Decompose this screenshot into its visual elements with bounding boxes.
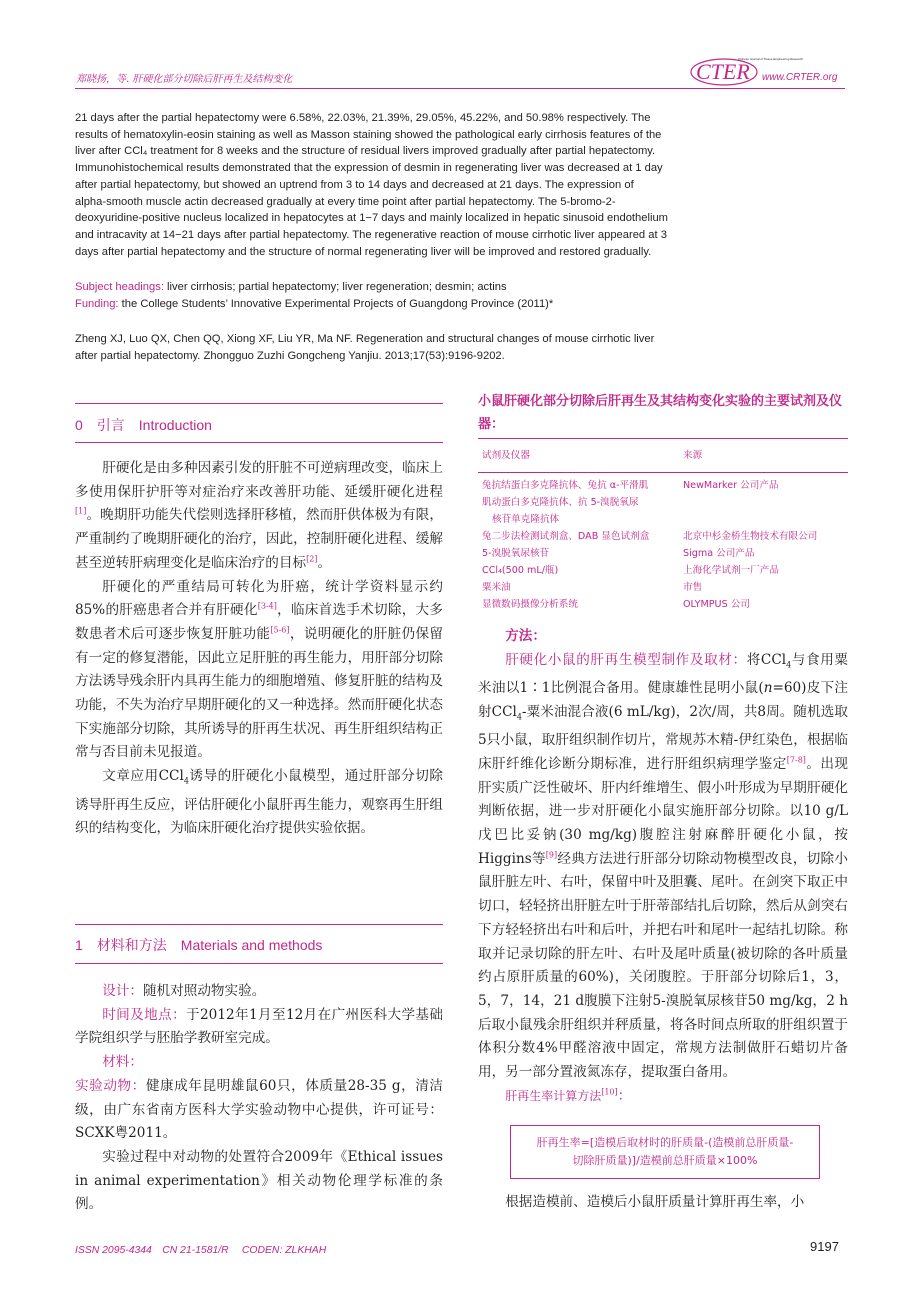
- table-cell-reagent: 粟米油: [482, 582, 511, 593]
- methods-rule-bottom: [75, 963, 443, 964]
- abstract-line: 21 days after the partial hepatectomy were 6.58%, 22.03%, 21.39%, 29.05%, 45.22%, and 50.98% respectively. The: [75, 112, 651, 124]
- reference[interactable]: [3-4]: [257, 601, 277, 611]
- regeneration-rate-formula: [510, 1125, 820, 1179]
- abstract-line: after partial hepatectomy, but showed an uptrend from 3 to 14 days and decreased at 21 days. The expression of: [75, 178, 634, 191]
- intro-paragraph: 肝硬化的严重结局可转化为肝癌，统计学资料显示约85%的肝癌患者合并有肝硬化[3-4]，临床首选手术切除，大多数患者术后可逐步恢复肝脏功能[5-6]，说明硬化的肝脏仍保留有一定的修复潜能，因此立足肝脏的再生能力，用肝部分切除方法诱导残余肝内具再生能力的细胞增殖、修复肝脏的结构及功能，不失为治疗早期肝硬化的又一种选择。然而肝硬化状态下实施部分切除，其所诱导的肝再生状况、再生肝组织结构正常与否目前未见报道。: [75, 578, 444, 761]
- design-label: 设计：: [102, 983, 143, 999]
- table-cell-source: 北京中杉金桥生物技术有限公司: [683, 531, 818, 542]
- methods-rule-top: [75, 924, 443, 925]
- formula-line: 切除肝质量)]/造模前总肝质量×100%: [572, 1154, 758, 1167]
- table-top-rule: [478, 438, 848, 439]
- time-label: 时间及地点：: [102, 1006, 187, 1023]
- methods-body: [75, 980, 443, 1217]
- table-cell-reagent: 肌动蛋白多克隆抗体、抗 5-溴脱氧尿: [482, 497, 639, 508]
- running-title: 郑晓扬，等. 肝硬化部分切除后肝再生及结构变化: [76, 74, 293, 85]
- logo-text: CTER: [696, 59, 750, 84]
- reference[interactable]: [7-8]: [786, 755, 806, 765]
- procedure-body: [478, 625, 848, 1109]
- ethics-paragraph: 实验过程中对动物的处置符合2009年《Ethical issues in animal experimentation》相关动物伦理学标准的条例。: [75, 1148, 443, 1213]
- abstract-line: deoxyuridine-positive nucleus localized in hepatocytes at 1−7 days and mainly localized in hepatic sinusoid endothelium: [75, 212, 668, 225]
- table-cell-source: Sigma 公司产品: [683, 548, 755, 559]
- table-cell-reagent: 兔二步法检测试剂盒、DAB 显色试剂盒: [482, 531, 650, 542]
- model-paragraph: 肝硬化小鼠的肝再生模型制作及取材：将CCl$_4$与食用粟米油以1∶1比例混合备用。健康雄性昆明小鼠(n=60)皮下注射CCl$_4$-粟米油混合液(6 mL/kg)，2次/周，共8周。随机选取5只小鼠，取肝组织制作切片，常规苏木精-伊红染色，根据临床肝纤维化诊断分期标准，进行肝组织病理学鉴定[7-8]。出现肝实质广泛性破坏、肝内纤维增生、假小叶形成为早期肝硬化判断依据，进一步对肝硬化小鼠实施肝部分切除。以10 g/L戊巴比妥钠(30 mg/kg)腹腔注射麻醉肝硬化小鼠，按Higgins等[9]经典方法进行肝部分切除动物模型改良，切除小鼠肝脏左叶、右叶，保留中叶及胆囊、尾叶。在剑突下取正中切口，轻轻挤出肝脏左叶于肝蒂部结扎后切除，然后从剑突右下方轻轻挤出右叶和后叶，并把右叶和尾叶一起结扎切除。称取并记录切除的肝左叶、右叶及尾叶质量(被切除的各叶质量约占原肝质量的60%)，关闭腹腔。于肝部分切除后1，3，5，7，14，21 d腹膜下注射5-溴脱氧尿核苷50 mg/kg，2 h后取小鼠残余肝组织并秤质量，将各时间点所取的肝组织置于体积分数4%甲醛溶液中固定，常规方法制做肝石蜡切片备用，另一部分置液氮冻存，提取蛋白备用。: [478, 651, 849, 1081]
- animals-paragraph: 实验动物：健康成年昆明雄鼠60只，体质量28-35 g，清洁级，由广东省南方医科大学实验动物中心提供，许可证号：SCXK粤2011。: [75, 1077, 444, 1142]
- intro-rule-top: [75, 403, 443, 404]
- design-paragraph: 设计：随机对照动物实验。: [102, 983, 266, 999]
- animals-label: 实验动物：: [75, 1077, 146, 1094]
- table-cell-source: 上海化学试剂一厂产品: [683, 565, 779, 576]
- subject-headings-label: Subject headings:: [75, 281, 164, 293]
- funding-label: Funding:: [75, 298, 119, 310]
- subject-headings: liver cirrhosis; partial hepatectomy; liver regeneration; desmin; actins: [163, 281, 507, 293]
- table-header-rule: [478, 472, 848, 473]
- table-cell-source: NewMarker 公司产品: [683, 480, 779, 491]
- journal-url[interactable]: www.CRTER.org: [762, 72, 838, 83]
- intro-body: [75, 457, 443, 841]
- reference[interactable]: [5-6]: [270, 625, 290, 635]
- rate-paragraph: 肝再生率计算方法[10]：: [505, 1087, 632, 1104]
- citation-line: Zheng XJ, Luo QX, Chen QQ, Xiong XF, Liu YR, Ma NF. Regeneration and structural changes of mouse cirrhotic liver: [75, 333, 655, 345]
- issn-line: ISSN 2095-4344 CN 21-1581/R CODEN: ZLKHAH: [75, 1245, 327, 1256]
- time-paragraph: 时间及地点：于2012年1月至12月在广州医科大学基础学院组织学与胚胎学教研室完成。: [75, 1006, 444, 1047]
- reference[interactable]: [1]: [75, 506, 87, 516]
- last-paragraph: 根据造模前、造模后小鼠肝质量计算肝再生率，小: [505, 1194, 805, 1210]
- reference[interactable]: [2]: [306, 554, 318, 564]
- table-header-reagent: 试剂及仪器: [482, 450, 530, 461]
- intro-paragraph: 肝硬化是由多种因素引发的肝脏不可逆病理改变，临床上多使用保肝护肝等对症治疗来改善肝功能、延缓肝硬化进程[1]。晚期肝功能失代偿则选择肝移植，然而肝供体极为有限，严重制约了晚期肝硬化的治疗，因此，控制肝硬化进程、缓解甚至逆转肝病理变化是临床治疗的目标[2]。: [75, 460, 443, 571]
- page-number: 9197: [810, 1239, 839, 1254]
- table-cell-source: 市售: [683, 582, 703, 593]
- abstract-line: results of hematoxylin-eosin staining as well as Masson staining showed the pathological early cirrhosis features of the: [75, 128, 662, 141]
- table-cell-reagent: 显微数码摄像分析系统: [482, 599, 578, 610]
- intro-heading: 0 引言 Introduction: [75, 417, 212, 433]
- abstract-line: Immunohistochemical results demonstrated that the expression of desmin in regenerating liver was decreased at 1 day: [75, 162, 663, 175]
- reference[interactable]: [9]: [545, 850, 558, 860]
- table-title: 小鼠肝硬化部分切除后肝再生及其结构变化实验的主要试剂及仪器：: [478, 394, 843, 432]
- intro-paragraph: 文章应用CCl$_4$诱导的肝硬化小鼠模型，通过肝部分切除诱导肝再生反应，评估肝硬化小鼠肝再生能力，观察再生肝组织的结构变化，为临床肝硬化治疗提供实验依据。: [75, 768, 444, 837]
- procedure-continuation: [478, 1191, 848, 1215]
- table-cell-reagent: 核苷单克隆抗体: [492, 514, 560, 525]
- reagents-table: [478, 438, 848, 618]
- header-rule: [75, 88, 845, 89]
- intro-rule-bottom: [75, 442, 443, 443]
- logo-small-text: Chinese Journal of Tissue Engineering Research: [738, 57, 804, 61]
- methods-label: 方法：: [505, 628, 546, 644]
- abstract-line: liver after CCl₄ treatment for 8 weeks and the structure of residual livers improved gradually after partial hepatectomy.: [75, 145, 656, 158]
- funding-text: the College Students’ Innovative Experimental Projects of Guangdong Province (2011)*: [118, 298, 554, 310]
- materials-paragraph: [75, 1051, 443, 1075]
- citation: [75, 331, 735, 365]
- table-cell-source: OLYMPUS 公司: [683, 599, 750, 610]
- formula-line: 肝再生率=[造模后取材时的肝质量-(造模前总肝质量-: [536, 1136, 794, 1149]
- table-header-source: 来源: [683, 450, 703, 461]
- model-label: 肝硬化小鼠的肝再生模型制作及取材：: [505, 651, 747, 668]
- citation-line: after partial hepatectomy. Zhongguo Zuzhi Gongcheng Yanjiu. 2013;17(53):9196-9202.: [75, 350, 505, 362]
- materials-label: 材料：: [102, 1054, 143, 1071]
- abstract-line: and intracavity at 14−21 days after partial hepatectomy. The regenerative reaction of mouse cirrhotic liver appeared at 3: [75, 228, 667, 241]
- abstract-text: [75, 110, 735, 260]
- keywords-funding: [75, 279, 775, 313]
- reference[interactable]: [10]: [601, 1087, 618, 1097]
- table-cell-reagent: 5-溴脱氧尿核苷: [482, 548, 550, 559]
- table-cell-reagent: CCl₄(500 mL/瓶): [482, 565, 559, 576]
- methods-heading: 1 材料和方法 Materials and methods: [75, 937, 323, 953]
- abstract-line: alpha-smooth muscle actin decreased gradually at every time point after partial hepatectomy. The 5-bromo-2-: [75, 195, 616, 208]
- rate-label: 肝再生率计算方法: [505, 1088, 602, 1103]
- methods-label-paragraph: [478, 625, 848, 649]
- abstract-line: days after partial hepatectomy and the structure of normal regenerating liver will be improved and restored gradually.: [75, 245, 652, 258]
- table-cell-reagent: 兔抗结蛋白多克隆抗体、兔抗 α-平滑肌: [482, 480, 649, 491]
